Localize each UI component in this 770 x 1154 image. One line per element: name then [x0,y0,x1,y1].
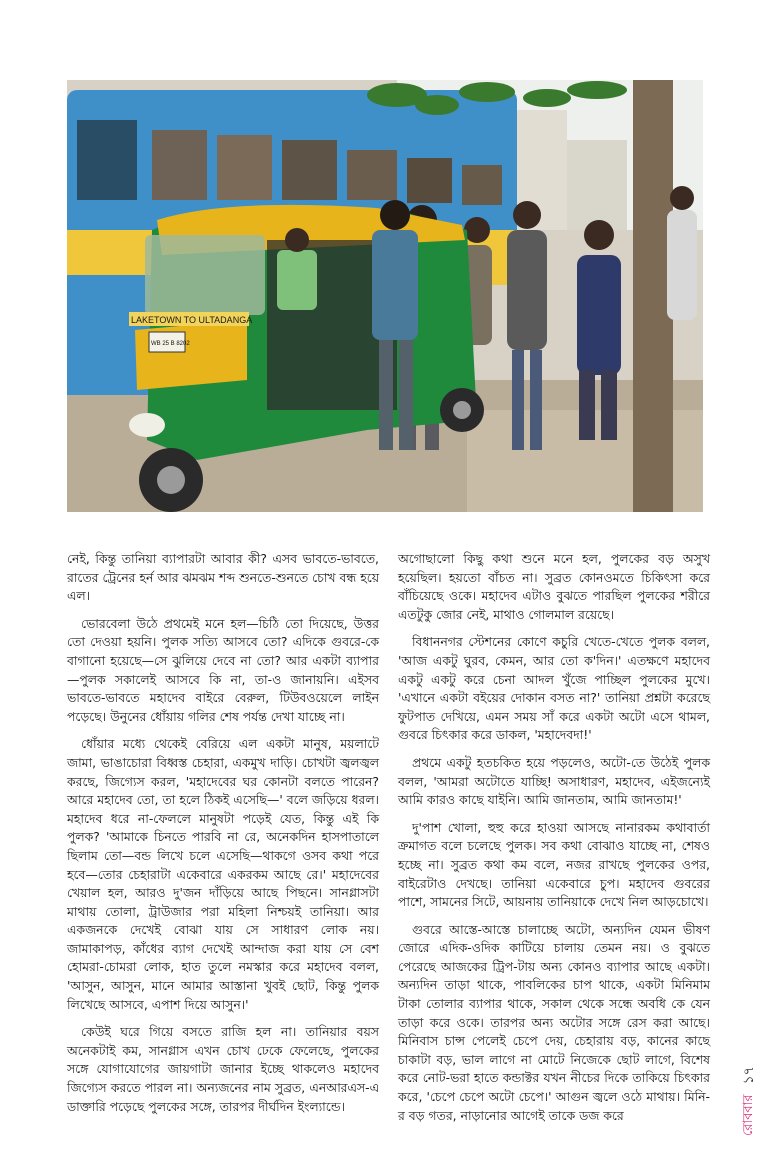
page-number: ১৭ [741,1066,757,1085]
paragraph: বিধাননগর স্টেশনের কোণে কচুরি খেতে-খেতে পুলক বলল, 'আজ একটু ঘুরব, কেমন, আর তো ক'দিন।' এতক্ষণে মহাদেব একটু একটু করে চেনা আদল খুঁজে পাচ্ছিল পুলকের মুখে। 'এখানে একটা বইয়ের দোকান বসত না?' তানিয়া প্রশ্নটা করেছে ফুটপাত দেখিয়ে, এমন সময় সাঁ করে একটা অটো এসে থামল, গুবরে চিৎকার করে ডাকল, 'মহাদেবদা!' [398,634,710,743]
license-plate: WB 25 B 8202 [151,341,190,347]
article-column-right [398,550,710,1134]
paragraph: ধোঁয়ার মধ্যে থেকেই বেরিয়ে এল একটা মানুষ, ময়লাটে জামা, ভাঙাচোরা বিধ্বস্ত চেহারা, একমুখ দাড়ি। চোখটা জ্বলজ্বল করছে, জিগ্যেস করল, 'মহাদেবের ঘর কোনটা বলতে পারেন? আরে মহাদেব তো, তা হলে ঠিকই এসেছি—' বলে জড়িয়ে ধরল। মহাদেব ধরে না-ফেললে মানুষটা পড়েই যেত, কিন্তু এই কি পুলক? 'আমাকে চিনতে পারবি না রে, অনেকদিন হাসপাতালে ছিলাম তো—বন্ড লিখে চলে এসেছি—থাকগে ওসব কথা পরে হবে—তোর চেহারাটা একেবারে একরকম আছে রে।' মহাদেবের খেয়াল হল, আরও দু'জন দাঁড়িয়ে আছে পিছনে। সানগ্লাসটা মাথায় তোলা, ট্রাউজার পরা মহিলা নিশ্চয়ই তানিয়া। আর একজনকে দেখেই বোঝা যায় সে সাধারণ লোক নয়। জামাকাপড়, কাঁধের ব্যাগ দেখেই আন্দাজ করা যায় সে বেশ হোমরা-চোমরা লোক, হাত তুলে নমস্কার করে মহাদেব বলল, 'আসুন, আসুন, মানে আমার আস্তানা খুবই ছোট, কিন্তু পুলক লিখেছে আসবে, এপাশ দিয়ে আসুন।' [67,736,379,1012]
article-column-left [67,550,379,1125]
article-photo [67,80,703,512]
route-sign: LAKETOWN TO ULTADANGA [131,315,253,325]
paragraph: প্রথমে একটু হতচকিত হয়ে পড়লেও, অটো-তে উঠেই পুলক বলল, 'আমরা অটোতে যাচ্ছি! অসাধারণ, মহাদেব, এইজন্যেই আমি কারও কাছে যাইনি। আমি জানতাম, আমি জানতাম!' [398,754,710,808]
paragraph: দু'পাশ খোলা, হুহু করে হাওয়া আসছে নানারকম কথাবার্তা ক্রমাগত বলে চলেছে পুলক। সব কথা বোঝাও যাচ্ছে না, শেষও হচ্ছে না। সুব্রত কথা কম বলে, নজর রাখছে পুলকের ওপর, বাইরেটাও দেখছে। তানিয়া একেবারে চুপ। মহাদেব গুবরের পাশে, সামনের সিটে, আয়নায় তানিয়াকে দেখে নিল আড়চোখে। [398,819,710,910]
headlight [129,413,165,437]
paragraph: গুবরে আস্তে-আস্তে চালাচ্ছে অটো, অন্যদিন যেমন ভীষণ জোরে এদিক-ওদিক কাটিয়ে চালায় তেমন নয়। ও বুঝতে পেরেছে আজকের ট্রিপ-টায় অন্য কোনও ব্যাপার আছে একটা। অন্যদিন তাড়া থাকে, পাবলিকের চাপ থাকে, একটা মিনিমাম টাকা তোলার ব্যাপার থাকে, সকাল থেকে সন্ধে অবধি কে যেন তাড়া করে ওকে। তারপর অন্য অটোর সঙ্গে রেস করা আছে। মিনিবাস চান্স পেলেই চেপে দেয়, চেহারায় বড়, কানের কাছে চাকাটা বড়, ভাল লাগে না মোটে নিজেকে ছোট লাগে, বিশেষ করে নোট-ভরা হাতে কন্ডাক্টর যখন নীচের দিকে তাকিয়ে চিৎকার করে, 'চেপে চেপে অটো চেপে।' আগুন জ্বলে ওঠে মাথায়। মিনি-র বড় গতর, নাড়ানোর আগেই তাকে ডজ করে [398,921,710,1123]
page-folio [730,1010,760,1140]
magazine-name: রোববার [740,1094,756,1136]
paragraph: অগোছালো কিছু কথা শুনে মনে হল, পুলকের বড় অসুখ হয়েছিল। হয়তো বাঁচত না। সুব্রত কোনওমতে চিকিৎসা করে বাঁচিয়েছে ওকে। মহাদেব এটাও বুঝতে পারছিল পুলকের শরীরে এতটুকু জোর নেই, মাথাও গোলমাল রয়েছে। [398,551,710,622]
windshield [145,235,265,315]
paragraph: নেই, কিন্তু তানিয়া ব্যাপারটা আবার কী? এসব ভাবতে-ভাবতে, রাতের ট্রেনের হর্ন আর ঝমঝম শব্দ শুনতে-শুনতে চোখ বন্ধ হয়ে এল। [67,551,379,604]
paragraph: কেউই ঘরে গিয়ে বসতে রাজি হল না। তানিয়ার বয়স অনেকটাই কম, সানগ্লাস এখন চোখ ঢেকে ফেলেছে, পুলকের সঙ্গে যোগাযোগের জায়গাটা জানার ইচ্ছে থাকলেও মহাদেব জিগ্যেস করতে পারল না। অন্যজনের নাম সুব্রত, এনআরএস-এ ডাক্তারি পড়েছে পুলকের সঙ্গে, তারপর দীর্ঘদিন ইংল্যান্ডে। [67,1024,379,1114]
paragraph: ভোরবেলা উঠে প্রথমেই মনে হল—চিঠি তো দিয়েছে, উত্তর তো দেওয়া হয়নি। পুলক সত্যি আসবে তো? এদিকে গুবরে-কে বাগানো হয়েছে—সে ঝুলিয়ে দেবে না তো? আর একটা ব্যাপার—পুলক সকালেই আসবে কি না, তা-ও জানায়নি। এইসব ভাবতে-ভাবতে মহাদেব বাইরে বেরুল, টিউবওয়েলে লাইন পড়েছে। উনুনের ধোঁয়ায় গলির শেষ পর্যন্ত দেখা যাচ্ছে না। [67,615,379,724]
street-scene-illustration [67,80,703,512]
